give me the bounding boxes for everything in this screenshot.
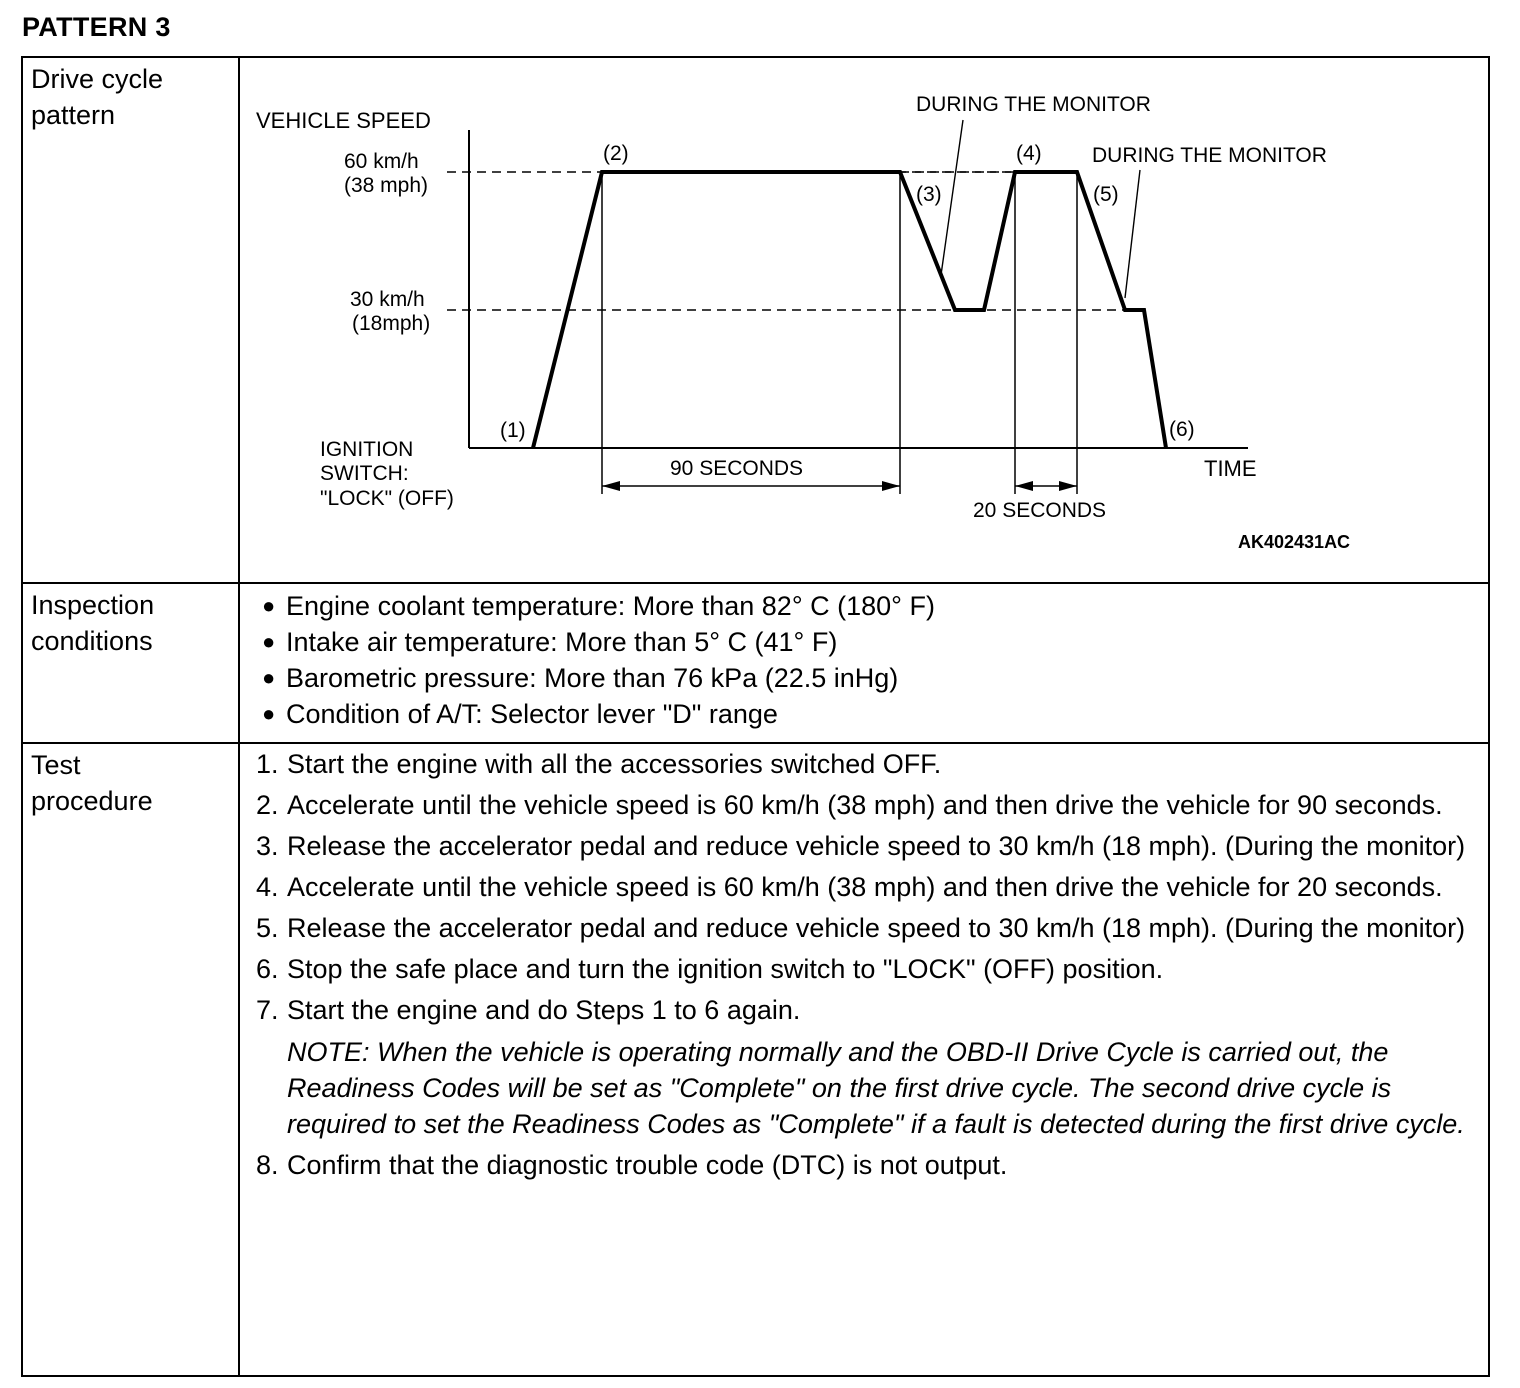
row-procedure [22, 743, 1489, 1376]
point-label-3: (3) [916, 183, 942, 206]
spec-table [21, 56, 1490, 1377]
point-label-5: (5) [1093, 183, 1119, 206]
arrowhead-b-right [1059, 481, 1077, 491]
procedure-label-text: Test procedure [31, 750, 153, 816]
procedure-list [240, 744, 1488, 1183]
bullet-icon: ● [262, 665, 276, 690]
step-number: 8. [256, 1150, 279, 1180]
step-text: Accelerate until the vehicle speed is 60 km/h (38 mph) and then drive the vehicle for 90 seconds. [287, 790, 1443, 820]
procedure-step [256, 910, 1488, 946]
condition-text: Engine coolant temperature: More than 82° C (180° F) [286, 591, 935, 621]
arrowhead-b-left [1015, 481, 1033, 491]
procedure-step [256, 1147, 1488, 1183]
page-title: PATTERN 3 [22, 12, 171, 42]
figure-code: AK402431AC [1238, 532, 1351, 552]
step-text: Release the accelerator pedal and reduce vehicle speed to 30 km/h (18 mph). (During the monitor) [287, 831, 1466, 861]
arrowhead-a-left [602, 481, 620, 491]
condition-item [256, 696, 1488, 732]
speed-mid-mph: (18mph) [352, 312, 431, 335]
step-number: 7. [256, 995, 279, 1025]
bullet-icon: ● [262, 629, 276, 654]
point-label-4: (4) [1016, 142, 1042, 165]
condition-text: Barometric pressure: More than 76 kPa (22.5 inHg) [286, 663, 899, 693]
step-number: 3. [256, 831, 279, 861]
procedure-note: NOTE: When the vehicle is operating normally and the OBD-II Drive Cycle is carried out, the Readiness Codes will be set as "Complete" on the first drive cycle. The second drive cycle is required to set the Readiness Codes as "Complete" if a fault is detected during the first drive cycle. [287, 1037, 1465, 1139]
monitor-label-a: DURING THE MONITOR [916, 93, 1151, 116]
condition-item [256, 660, 1488, 696]
speed-high-mph: (38 mph) [344, 174, 429, 197]
monitor-leader-a [941, 120, 963, 275]
drive-cycle-label-text: Drive cycle pattern [31, 64, 164, 130]
step-number: 6. [256, 954, 279, 984]
x-axis-label: TIME [1204, 456, 1257, 481]
monitor-label-b: DURING THE MONITOR [1092, 144, 1327, 167]
step-text: Release the accelerator pedal and reduce vehicle speed to 30 km/h (18 mph). (During the monitor) [287, 913, 1466, 943]
procedure-step [256, 869, 1488, 905]
row-drive-cycle [22, 57, 1489, 583]
procedure-label [22, 743, 239, 1376]
step-text: Start the engine with all the accessories switched OFF. [287, 749, 942, 779]
procedure-step [256, 746, 1488, 782]
step-text: Confirm that the diagnostic trouble code (DTC) is not output. [287, 1150, 1008, 1180]
y-axis-label: VEHICLE SPEED [256, 108, 431, 133]
point-label-1: (1) [500, 419, 526, 442]
point-label-6: (6) [1169, 418, 1195, 441]
bullet-icon: ● [262, 593, 276, 618]
drive-cycle-diagram [240, 58, 1498, 579]
step-number: 1. [256, 749, 279, 779]
condition-text: Intake air temperature: More than 5° C (41° F) [286, 627, 838, 657]
step-number: 4. [256, 872, 279, 902]
condition-item [256, 588, 1488, 624]
step-number: 2. [256, 790, 279, 820]
speed-high-label: 60 km/h [344, 150, 419, 173]
procedure-cell [239, 743, 1489, 1376]
row-inspection [22, 583, 1489, 743]
step-text: Accelerate until the vehicle speed is 60 km/h (38 mph) and then drive the vehicle for 20 seconds. [287, 872, 1443, 902]
drive-cycle-diagram-cell [239, 57, 1489, 583]
condition-text: Condition of A/T: Selector lever "D" range [286, 699, 778, 729]
inspection-list [240, 584, 1488, 732]
duration-label-b: 20 SECONDS [973, 499, 1107, 522]
point-label-2: (2) [603, 142, 629, 165]
ignition-label-3: "LOCK" (OFF) [320, 487, 454, 510]
condition-item [256, 624, 1488, 660]
step-text: Stop the safe place and turn the ignition switch to "LOCK" (OFF) position. [287, 954, 1164, 984]
inspection-cell [239, 583, 1489, 743]
inspection-label-text: Inspection conditions [31, 590, 155, 656]
procedure-step [256, 951, 1488, 987]
procedure-step [256, 787, 1488, 823]
step-number: 5. [256, 913, 279, 943]
step-text: Start the engine and do Steps 1 to 6 again. [287, 995, 801, 1025]
speed-mid-label: 30 km/h [350, 288, 425, 311]
drive-cycle-label [22, 57, 239, 583]
arrowhead-a-right [882, 481, 900, 491]
inspection-label [22, 583, 239, 743]
bullet-icon: ● [262, 701, 276, 726]
ignition-label: IGNITION [320, 438, 414, 461]
monitor-leader-b [1125, 170, 1140, 298]
procedure-step [256, 828, 1488, 864]
ignition-label-2: SWITCH: [320, 462, 409, 485]
duration-label-a: 90 SECONDS [670, 457, 804, 480]
procedure-step [256, 992, 1488, 1028]
